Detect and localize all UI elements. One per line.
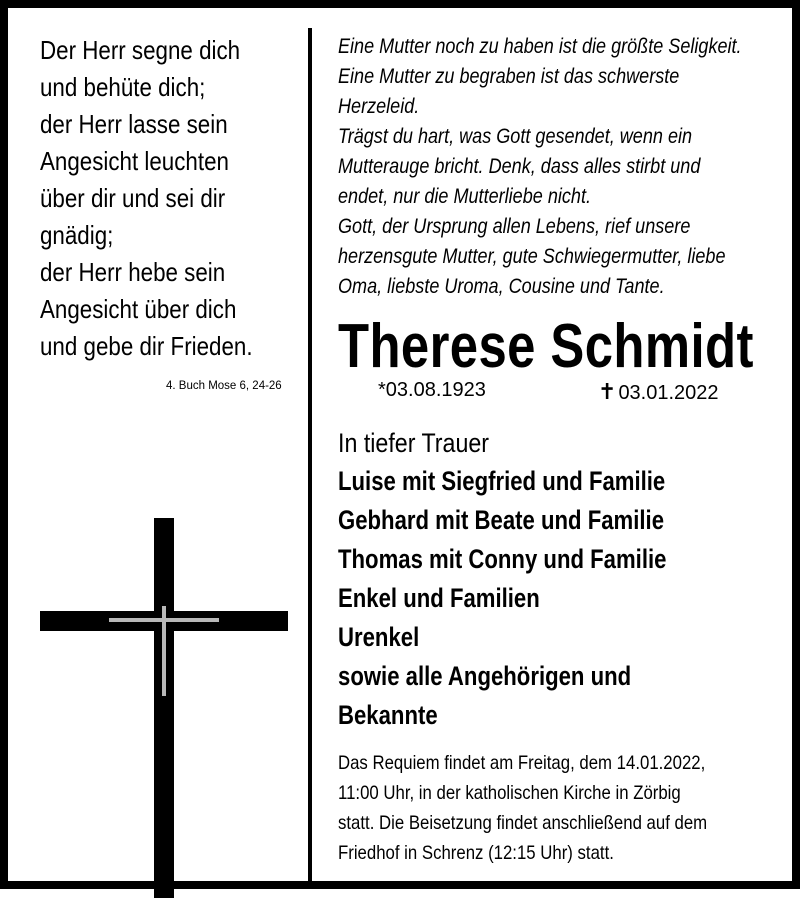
- service-info: [338, 748, 767, 868]
- service-line: 11:00 Uhr, in der katholischen Kirche in Zörbig: [338, 782, 681, 804]
- poem-line: Eine Mutter noch zu haben ist die größte Seligkeit.: [338, 35, 742, 58]
- poem-line: endet, nur die Mutterliebe nicht.: [338, 185, 592, 208]
- psalm-line: der Herr hebe sein: [40, 257, 226, 287]
- mourner-item: Gebhard mit Beate und Familie: [338, 505, 665, 535]
- poem-line: Eine Mutter zu begraben ist das schwerste: [338, 65, 680, 88]
- poem-line: Trägst du hart, was Gott gesendet, wenn ein: [338, 125, 693, 148]
- death-date-group: [598, 379, 719, 405]
- psalm-block: [40, 32, 300, 365]
- psalm-line: Angesicht über dich: [40, 294, 237, 324]
- poem-line: Oma, liebste Uroma, Cousine und Tante.: [338, 275, 665, 298]
- mourner-item: sowie alle Angehörigen und: [338, 661, 632, 691]
- service-line: statt. Die Beisetzung findet anschließend auf dem: [338, 812, 708, 834]
- mourners-list: [338, 462, 739, 735]
- mourner-item: Bekannte: [338, 700, 438, 730]
- poem-line: Mutterauge bricht. Denk, dass alles stirbt und: [338, 155, 701, 178]
- dagger-icon: ✝: [598, 379, 617, 404]
- mourner-item: Luise mit Siegfried und Familie: [338, 466, 666, 496]
- psalm-line: Angesicht leuchten: [40, 146, 229, 176]
- mourner-item: Enkel und Familien: [338, 583, 540, 613]
- mourner-item: Urenkel: [338, 622, 420, 652]
- service-line: Das Requiem findet am Freitag, dem 14.01.2022,: [338, 752, 706, 774]
- column-divider: [308, 28, 312, 888]
- poem-block: [338, 32, 788, 302]
- poem-line: Herzeleid.: [338, 95, 420, 118]
- psalm-verse: [40, 32, 300, 365]
- mourner-item: Thomas mit Conny und Familie: [338, 544, 667, 574]
- psalm-line: der Herr lasse sein: [40, 109, 228, 139]
- death-date: 03.01.2022: [618, 382, 719, 404]
- cross-vertical-beam: [154, 518, 174, 898]
- deceased-name: Therese Schmidt: [338, 312, 754, 381]
- poem-line: herzensgute Mutter, gute Schwiegermutter, liebe: [338, 245, 726, 268]
- mourning-heading: In tiefer Trauer: [338, 428, 490, 458]
- psalm-line: Der Herr segne dich: [40, 35, 241, 65]
- psalm-line: und gebe dir Frieden.: [40, 331, 253, 361]
- service-line: Friedhof in Schrenz (12:15 Uhr) statt.: [338, 842, 614, 864]
- psalm-line: und behüte dich;: [40, 72, 206, 102]
- psalm-line: über dir und sei dir: [40, 183, 226, 213]
- poem-line: Gott, der Ursprung allen Lebens, rief unsere: [338, 215, 691, 238]
- birth-date: *03.08.1923: [378, 379, 486, 401]
- cross-inner-vertical: [162, 606, 166, 696]
- psalm-line: gnädig;: [40, 220, 114, 250]
- psalm-source: 4. Buch Mose 6, 24-26: [166, 380, 282, 392]
